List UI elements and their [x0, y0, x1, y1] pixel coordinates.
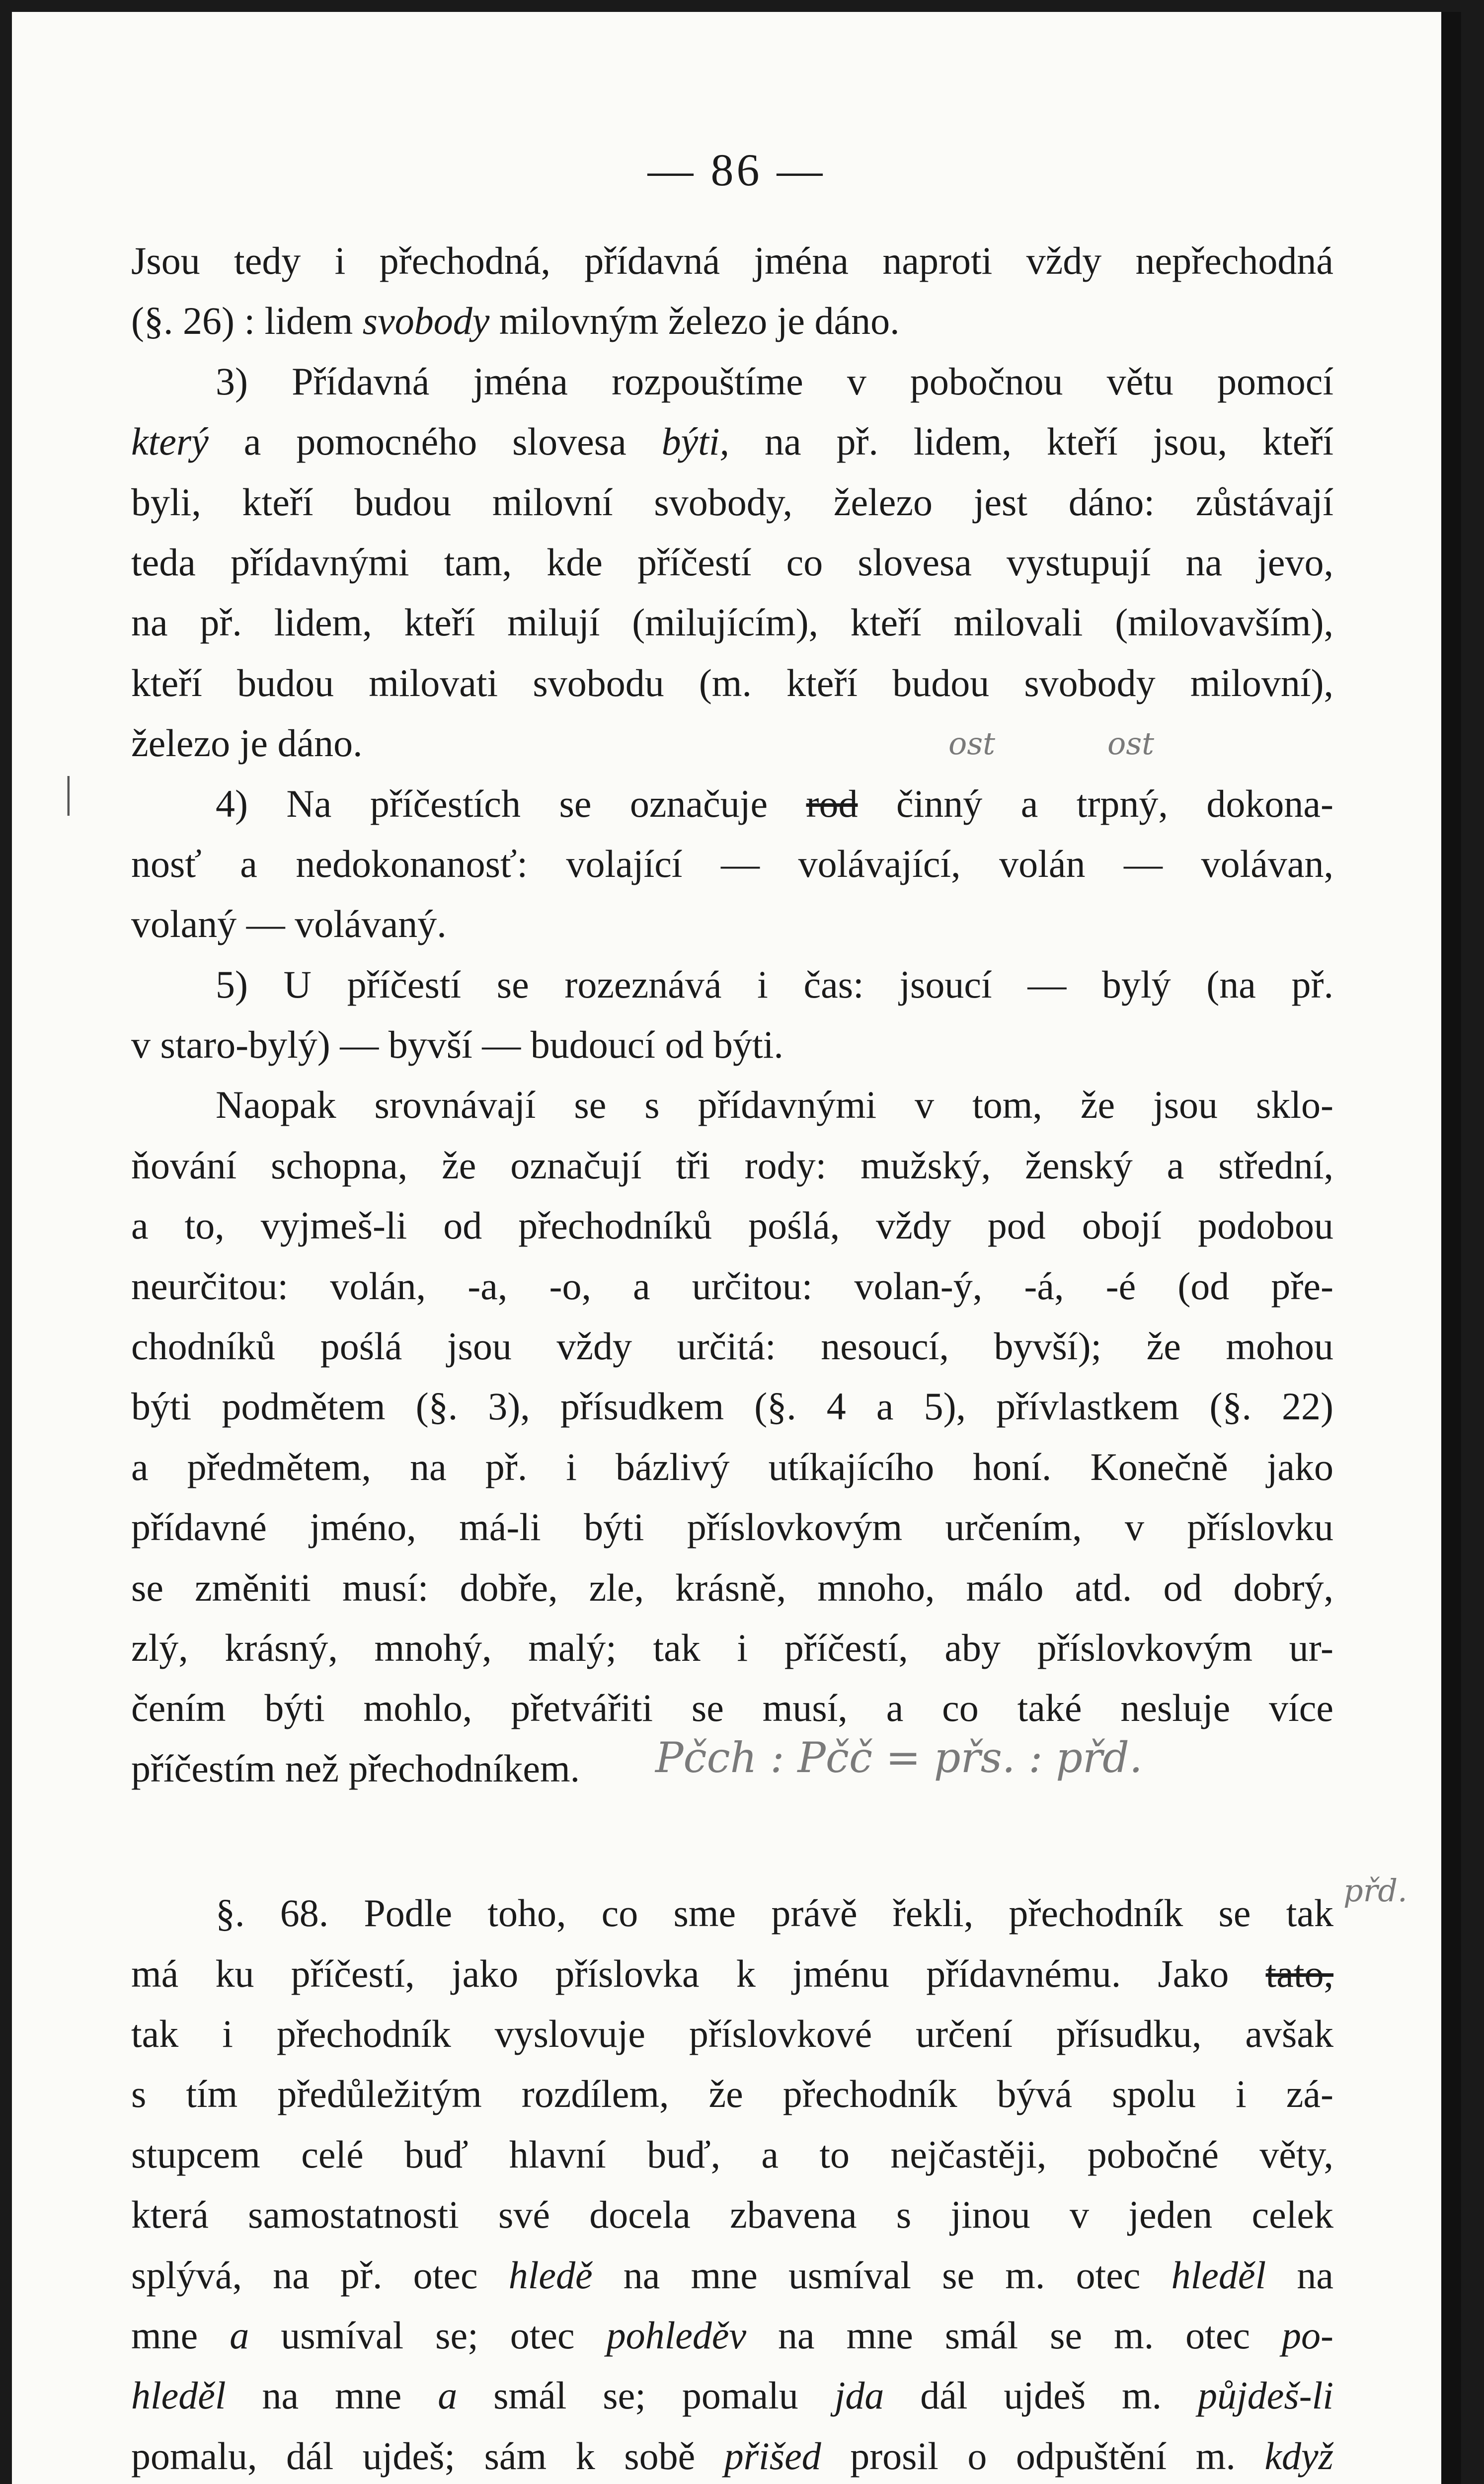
text-line [131, 231, 1333, 291]
text-run: pomalu, dál ujdeš; sám k sobě [131, 2434, 724, 2478]
text-run: železo je dáno. [131, 721, 363, 765]
text-line [131, 1618, 1333, 1678]
text-line [131, 2064, 1333, 2124]
text-line [131, 2184, 1333, 2245]
italic-word: jda [834, 2374, 884, 2417]
text-line [131, 592, 1333, 652]
text-run: volaný — volávaný. [131, 902, 447, 946]
text-run: činný a trpný, dokona- [858, 781, 1333, 825]
handwritten-note-ost: ost [948, 725, 996, 762]
text-run: na [1266, 2253, 1333, 2297]
text-run: Jsou tedy i přechodná, přídavná jména naproti vždy nepřechodná [131, 239, 1333, 282]
scan-border [1441, 12, 1461, 2484]
book-page [12, 12, 1461, 2484]
italic-word: a [438, 2374, 458, 2417]
body-text [131, 231, 1333, 2484]
text-run: kteří budou milovati svobodu (m. kteří budou svobody milovní), [131, 661, 1333, 704]
text-run: 3) Přídavná jména rozpouštíme v pobočnou větu pomocí [216, 359, 1333, 403]
text-line [131, 1497, 1333, 1557]
text-run: příčestím než přechodníkem. [131, 1746, 580, 1790]
text-run: smál se; pomalu [457, 2374, 835, 2417]
text-line [131, 774, 1333, 834]
text-line [131, 2305, 1333, 2365]
text-run: s tím předůležitým rozdílem, že přechodník bývá spolu i zá- [131, 2072, 1333, 2116]
text-run: stupcem celé buď hlavní buď, a to nejčastěji, pobočné věty, [131, 2132, 1333, 2176]
text-line [131, 351, 1333, 411]
italic-word: hledě [508, 2253, 593, 2297]
text-run: má ku příčestí, jako příslovka k jménu přídavnému. Jako [131, 1951, 1266, 1995]
text-run: tak i přechodník vyslovuje příslovkové určení přísudku, avšak [131, 2012, 1333, 2055]
text-line [131, 2124, 1333, 2184]
handwritten-margin-note: přd. [1343, 1872, 1407, 1909]
text-line [131, 1195, 1333, 1255]
struck-word: tato, [1265, 1951, 1333, 1995]
text-run: a předmětem, na př. i bázlivý utíkajícího honí. Konečně jako [131, 1445, 1333, 1488]
text-line [131, 653, 1333, 713]
text-line [131, 1883, 1333, 1943]
text-line [131, 1376, 1333, 1436]
text-run: teda přídavnými tam, kde příčestí co slovesa vystupují na jevo, [131, 540, 1333, 584]
text-run: splývá, na př. otec [131, 2253, 509, 2297]
text-run: na mne [226, 2374, 438, 2417]
margin-mark: | [64, 768, 73, 816]
text-run: byli, kteří budou milovní svobody, železo jest dáno: zůstávají [131, 480, 1333, 524]
text-run: se změniti musí: dobře, zle, krásně, mnoho, málo atd. od dobrý, [131, 1565, 1333, 1609]
text-line [131, 894, 1333, 954]
italic-word: pohleděv [606, 2313, 747, 2357]
italic-word: hleděl [131, 2374, 226, 2417]
text-run: Naopak srovnávají se s přídavnými v tom, že jsou sklo- [216, 1083, 1333, 1127]
text-run: 5) U příčestí se rozeznává i čas: jsoucí — bylý (na př. [216, 962, 1333, 1006]
text-line [131, 532, 1333, 592]
italic-word: a [230, 2313, 249, 2357]
text-line [131, 291, 1333, 351]
text-line [131, 1256, 1333, 1316]
text-run: ňování schopna, že označují tři rody: mužský, ženský a střední, [131, 1143, 1333, 1187]
text-run: 4) Na příčestích se označuje [216, 781, 806, 825]
text-run: mne [131, 2313, 230, 2357]
text-run: milovným železo je dáno. [489, 299, 900, 343]
text-line [131, 1014, 1333, 1075]
text-run: zlý, krásný, mnohý, malý; tak i příčestí, aby příslovkovým ur- [131, 1626, 1333, 1669]
text-line [131, 2245, 1333, 2305]
text-run: prosil o odpuštění m. [821, 2434, 1265, 2478]
italic-word: svobody [362, 299, 490, 343]
text-run: (§. 26) : lidem [131, 299, 363, 343]
text-run: přídavné jméno, má-li býti příslovkovým určením, v příslovku [131, 1505, 1333, 1549]
text-line [131, 834, 1333, 894]
text-run: chodníků poślá jsou vždy určitá: nesoucí, byvší); že mohou [131, 1324, 1333, 1368]
italic-word: přišed [724, 2434, 821, 2478]
italic-word: hleděl [1171, 2253, 1266, 2297]
page-number: — 86 — [647, 145, 826, 195]
text-line [131, 2004, 1333, 2064]
text-line [131, 2426, 1333, 2484]
text-line [131, 411, 1333, 471]
handwritten-note-ost: ost [1107, 725, 1155, 762]
struck-word: rod [806, 781, 858, 825]
text-run: a to, vyjmeš-li od přechodníků poślá, vždy pod obojí podobou [131, 1204, 1333, 1247]
italic-word: býti, [661, 420, 730, 464]
text-run: v staro-bylý) — byvší — budoucí od býti. [131, 1023, 783, 1067]
text-run: čením býti mohlo, přetvářiti se musí, a co také nesluje více [131, 1686, 1333, 1730]
text-run: §. 68. Podle toho, co sme právě řekli, přechodník se tak [216, 1891, 1333, 1935]
text-line [131, 1678, 1333, 1738]
text-run: býti podmětem (§. 3), přísudkem (§. 4 a 5), přívlastkem (§. 22) [131, 1385, 1333, 1428]
text-run: na př. lidem, kteří jsou, kteří [729, 420, 1333, 464]
text-line [131, 1316, 1333, 1376]
text-run: na mne smál se m. otec [746, 2313, 1282, 2357]
text-run: na př. lidem, kteří milují (milujícím), kteří milovali (milovavším), [131, 601, 1333, 644]
italic-word: který [131, 420, 209, 464]
text-line [131, 1437, 1333, 1497]
text-line [131, 954, 1333, 1014]
text-run: neurčitou: volán, -a, -o, a určitou: volan-ý, -á, -é (od pře- [131, 1264, 1333, 1308]
text-run: která samostatnosti své docela zbavena s jinou v jeden celek [131, 2193, 1333, 2237]
italic-word: půjdeš-li [1198, 2374, 1333, 2417]
text-line [131, 472, 1333, 532]
text-run: nosť a nedokonanosť: volající — volávající, volán — volávan, [131, 842, 1333, 885]
text-line [131, 1557, 1333, 1618]
text-run: usmíval se; otec [249, 2313, 607, 2357]
text-line [131, 1075, 1333, 1135]
text-run: a pomocného slovesa [208, 420, 662, 464]
text-run: dál ujdeš m. [884, 2374, 1198, 2417]
italic-word: když [1264, 2434, 1333, 2478]
text-run: na mne usmíval se m. otec [592, 2253, 1172, 2297]
handwritten-formula: Pčch : Pčč = přs. : přd. [655, 1733, 1143, 1782]
text-line [131, 1135, 1333, 1195]
text-line [131, 1943, 1333, 2004]
italic-word: po- [1282, 2313, 1333, 2357]
text-line [131, 2365, 1333, 2425]
